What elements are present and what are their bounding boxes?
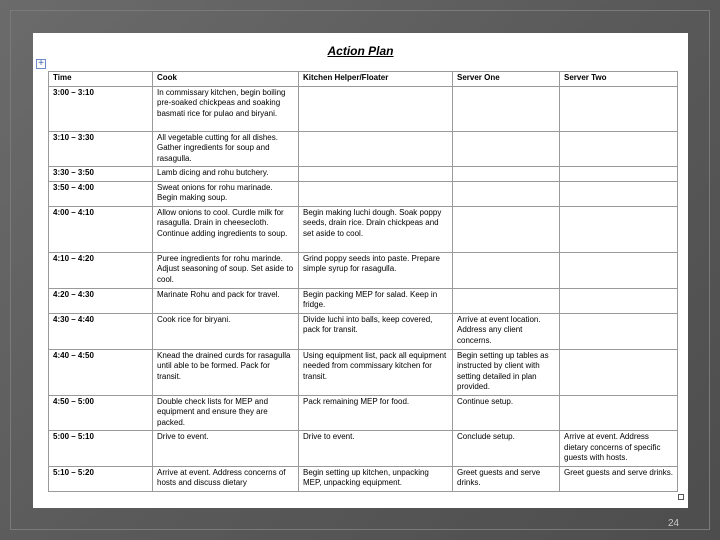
server-one-cell (453, 167, 560, 182)
cook-cell: Lamb dicing and rohu butchery. (153, 167, 299, 182)
helper-cell: Using equipment list, pack all equipment needed from commissary kitchen for transit. (299, 349, 453, 395)
cook-cell: Drive to event. (153, 431, 299, 467)
action-plan-table (48, 71, 678, 492)
time-cell: 4:10 – 4:20 (49, 252, 153, 288)
cook-cell: Cook rice for biryani. (153, 313, 299, 349)
table-row (49, 466, 678, 491)
helper-cell: Drive to event. (299, 431, 453, 467)
cook-cell: Knead the drained curds for rasagulla until able to be formed. Pack for transit. (153, 349, 299, 395)
header-cell: Server One (453, 72, 560, 87)
helper-cell: Grind poppy seeds into paste. Prepare simple syrup for rasagulla. (299, 252, 453, 288)
time-cell: 3:10 – 3:30 (49, 131, 153, 167)
cook-cell: Double check lists for MEP and equipment and ensure they are packed. (153, 395, 299, 431)
table-row (49, 86, 678, 131)
server-one-cell: Conclude setup. (453, 431, 560, 467)
cook-cell: Marinate Rohu and pack for travel. (153, 288, 299, 313)
cook-cell: Arrive at event. Address concerns of hosts and discuss dietary (153, 466, 299, 491)
table-row (49, 131, 678, 167)
helper-cell (299, 131, 453, 167)
cook-cell: Puree ingredients for rohu marinde. Adjust seasoning of soup. Set aside to cool. (153, 252, 299, 288)
helper-cell: Divide luchi into balls, keep covered, pack for transit. (299, 313, 453, 349)
server-two-cell (560, 395, 678, 431)
helper-cell (299, 86, 453, 131)
server-two-cell (560, 86, 678, 131)
time-cell: 5:10 – 5:20 (49, 466, 153, 491)
server-one-cell: Continue setup. (453, 395, 560, 431)
helper-cell: Begin making luchi dough. Soak poppy seeds, drain rice. Drain chickpeas and set aside to cool. (299, 206, 453, 252)
server-two-cell (560, 206, 678, 252)
server-two-cell (560, 167, 678, 182)
time-cell: 3:50 – 4:00 (49, 181, 153, 206)
server-one-cell (453, 86, 560, 131)
server-two-cell (560, 131, 678, 167)
time-cell: 4:20 – 4:30 (49, 288, 153, 313)
server-one-cell: Arrive at event location. Address any client concerns. (453, 313, 560, 349)
helper-cell: Begin setting up kitchen, unpacking MEP, unpacking equipment. (299, 466, 453, 491)
header-cell: Kitchen Helper/Floater (299, 72, 453, 87)
cook-cell: Sweat onions for rohu marinade. Begin making soup. (153, 181, 299, 206)
table-row (49, 395, 678, 431)
server-two-cell (560, 288, 678, 313)
table-row (49, 288, 678, 313)
table-row (49, 313, 678, 349)
server-one-cell (453, 131, 560, 167)
header-cell: Server Two (560, 72, 678, 87)
table-row (49, 206, 678, 252)
server-two-cell (560, 313, 678, 349)
table-row (49, 252, 678, 288)
helper-cell (299, 181, 453, 206)
cook-cell: Allow onions to cool. Curdle milk for rasagulla. Drain in cheesecloth. Continue adding ingredients to soup. (153, 206, 299, 252)
table-header-row (49, 72, 678, 87)
helper-cell (299, 167, 453, 182)
server-one-cell (453, 181, 560, 206)
document-title: Action Plan (327, 44, 394, 58)
header-cell: Time (49, 72, 153, 87)
time-cell: 4:50 – 5:00 (49, 395, 153, 431)
table-resize-handle-icon[interactable] (678, 494, 684, 500)
server-two-cell (560, 252, 678, 288)
time-cell: 4:40 – 4:50 (49, 349, 153, 395)
header-cell: Cook (153, 72, 299, 87)
server-two-cell (560, 349, 678, 395)
server-one-cell (453, 288, 560, 313)
table-row (49, 167, 678, 182)
slide-page-number: 24 (668, 518, 680, 529)
time-cell: 3:30 – 3:50 (49, 167, 153, 182)
document-page (33, 33, 688, 508)
time-cell: 5:00 – 5:10 (49, 431, 153, 467)
cook-cell: In commissary kitchen, begin boiling pre-soaked chickpeas and soaking basmati rice for pulao and biryani. (153, 86, 299, 131)
time-cell: 4:30 – 4:40 (49, 313, 153, 349)
time-cell: 3:00 – 3:10 (49, 86, 153, 131)
helper-cell: Pack remaining MEP for food. (299, 395, 453, 431)
time-cell: 4:00 – 4:10 (49, 206, 153, 252)
server-two-cell: Greet guests and serve drinks. (560, 466, 678, 491)
server-one-cell (453, 252, 560, 288)
cook-cell: All vegetable cutting for all dishes. Gather ingredients for soup and rasagulla. (153, 131, 299, 167)
table-row (49, 349, 678, 395)
helper-cell: Begin packing MEP for salad. Keep in fridge. (299, 288, 453, 313)
server-one-cell (453, 206, 560, 252)
server-two-cell (560, 181, 678, 206)
table-row (49, 431, 678, 467)
table-move-handle-icon[interactable]: + (36, 59, 46, 69)
table-row (49, 181, 678, 206)
server-one-cell: Greet guests and serve drinks. (453, 466, 560, 491)
server-one-cell: Begin setting up tables as instructed by client with setting detailed in plan provided. (453, 349, 560, 395)
server-two-cell: Arrive at event. Address dietary concerns of specific guests with hosts. (560, 431, 678, 467)
